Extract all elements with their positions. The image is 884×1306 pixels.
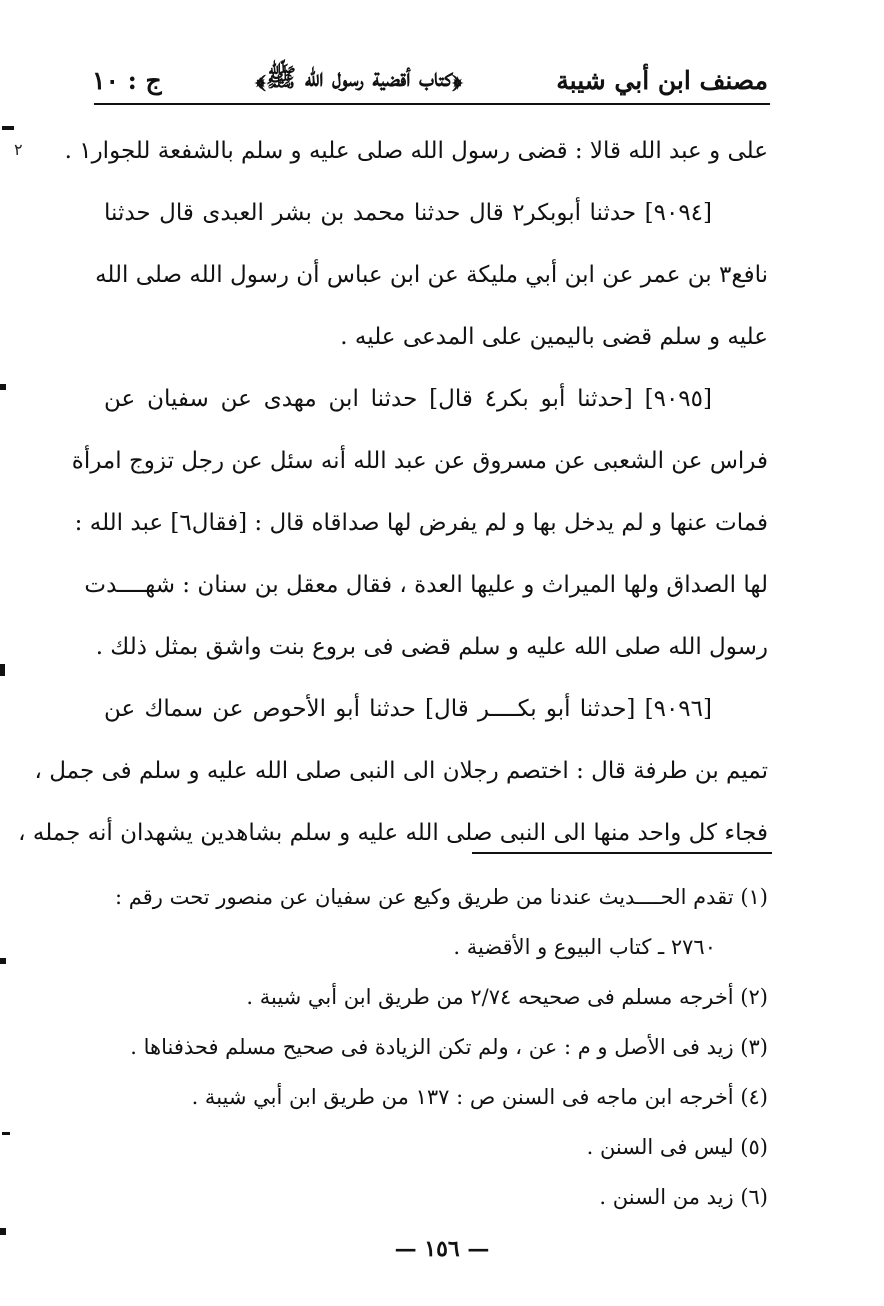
text-line: فراس عن الشعبى عن مسروق عن عبد الله أنه سئل عن رجل تزوج امرأة [71,448,768,474]
margin-mark [0,664,5,676]
text-line: رسول الله صلى الله عليه و سلم قضى فى بروع بنت واشق بمثل ذلك . [95,634,768,660]
footnote-5: (٥) ليس فى السنن . [586,1135,768,1159]
footnotes [104,872,768,1222]
text-line: [٩٠٩٦] [حدثنا أبو بكــــر قال] حدثنا أبو الأحوص عن سماك عن [104,696,712,722]
page-number: — ١٥٦ — [394,1236,490,1262]
footnote-1: (١) تقدم الحــــديث عندنا من طريق وكيع عن سفيان عن منصور تحت رقم : [115,885,768,909]
margin-mark [2,1132,10,1135]
margin-mark [0,958,6,964]
text-line: على و عبد الله قالا : قضى رسول الله صلى عليه و سلم بالشفعة للجوار١ . [64,138,768,164]
text-line: نافع٣ بن عمر عن ابن أبي مليكة عن ابن عباس أن رسول الله صلى الله [95,262,768,288]
footnote-6: (٦) زيد من السنن . [599,1185,768,1209]
header-rule [94,103,770,105]
main-text [18,120,768,864]
margin-mark [0,1228,6,1235]
text-line: [٩٠٩٤] حدثنا أبوبكر٢ قال حدثنا محمد بن بشر العبدى قال حدثنا [104,200,713,226]
text-line: لها الصداق ولها الميراث و عليها العدة ، فقال معقل بن سنان : شهــــدت [84,572,768,598]
text-line: عليه و سلم قضى باليمين على المدعى عليه . [340,324,768,350]
footnote-3: (٣) زيد فى الأصل و م : عن ، ولم تكن الزيادة فى صحيح مسلم فحذفناها . [130,1035,768,1059]
margin-mark [0,384,6,390]
text-line: فجاء كل واحد منها الى النبى صلى الله عليه و سلم بشاهدين يشهدان أنه جمله ، [18,820,768,846]
text-line: فمات عنها و لم يدخل بها و لم يفرض لها صداقاه قال : [فقال٦] عبد الله : [74,510,768,536]
footnote-rule [472,852,772,854]
footnote-4: (٤) أخرجه ابن ماجه فى السنن ص : ١٣٧ من طريق ابن أبي شيبة . [191,1085,768,1109]
chapter-title: ﴿كتاب أقضية رسول الله ﷺ﴾ [255,62,463,92]
footnote-1-continued: ٢٧٦٠ ـ كتاب البيوع و الأقضية . [453,935,716,959]
book-title: مصنف ابن أبي شيبة [556,65,768,95]
footnote-2: (٢) أخرجه مسلم فى صحيحه ٢/٧٤ من طريق ابن أبي شيبة . [246,985,768,1009]
text-line: [٩٠٩٥] [حدثنا أبو بكر٤ قال] حدثنا ابن مهدى عن سفيان عن [104,386,712,412]
text-line: تميم بن طرفة قال : اختصم رجلان الى النبى صلى الله عليه و سلم فى جمل ، [34,758,768,784]
margin-number: ٢ [14,140,23,159]
volume-label: ج : ١٠ [92,65,162,95]
margin-mark [2,126,14,130]
page-header [92,60,768,100]
